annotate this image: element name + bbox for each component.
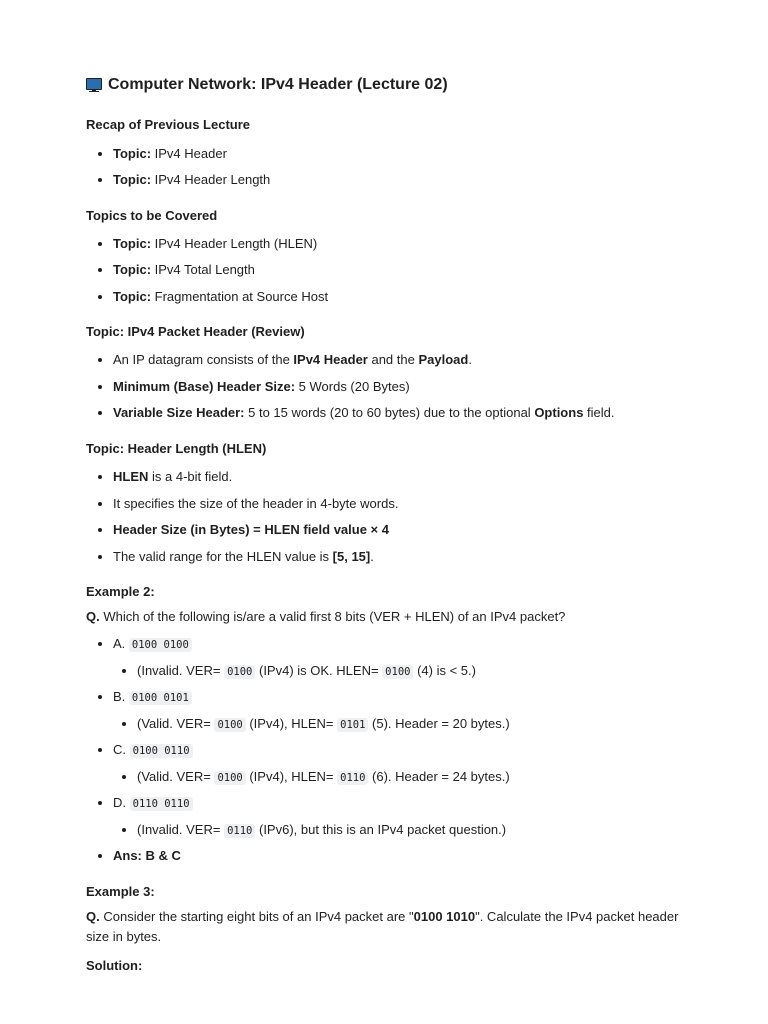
option-b-note-wrap: [113, 711, 682, 738]
recap-section: [86, 116, 682, 193]
list-item: • It specifies the size of the header in 4-byte words.: [113, 491, 682, 518]
example3-question: Q. Consider the starting eight bits of an IPv4 packet are "0100 1010". Calculate the IPv4 packet header size in bytes.: [86, 909, 679, 945]
solution-heading: Solution:: [86, 958, 143, 974]
option-c: • C. 0100 0110: [113, 737, 682, 764]
packet-header-list: [86, 347, 682, 427]
list-item: • Topic: IPv4 Header Length: [113, 167, 682, 194]
option-c-note: • (Valid. VER= 0100 (IPv4), HLEN= 0110 (6). Header = 24 bytes.): [137, 764, 682, 791]
list-item: • Topic: IPv4 Header Length (HLEN): [113, 231, 682, 258]
option-b-note: • (Valid. VER= 0100 (IPv4), HLEN= 0101 (5). Header = 20 bytes.): [137, 711, 682, 738]
option-b: • B. 0100 0101: [113, 684, 682, 711]
list-item: • Topic: IPv4 Total Length: [113, 257, 682, 284]
example2-answer: • Ans: B & C: [113, 843, 682, 870]
list-item: • The valid range for the HLEN value is [5, 15].: [113, 544, 682, 571]
example2-question: Q. Which of the following is/are a valid first 8 bits (VER + HLEN) of an IPv4 packet?: [86, 609, 566, 625]
page-title: [86, 74, 682, 96]
example2-heading: Example 2:: [86, 584, 155, 600]
list-item: • An IP datagram consists of the IPv4 Header and the Payload.: [113, 347, 682, 374]
option-a-note: • (Invalid. VER= 0100 (IPv4) is OK. HLEN= 0100 (4) is < 5.): [137, 658, 682, 685]
option-d-note-wrap: [113, 817, 682, 844]
hlen-list: [86, 464, 682, 570]
example2-section: [86, 583, 682, 870]
hlen-section: [86, 440, 682, 570]
option-d: • D. 0110 0110: [113, 790, 682, 817]
hlen-heading: Topic: Header Length (HLEN): [86, 440, 267, 456]
recap-heading: Recap of Previous Lecture: [86, 117, 250, 133]
example3-section: [86, 883, 682, 975]
packet-header-heading: Topic: IPv4 Packet Header (Review): [86, 324, 305, 340]
option-a-note-wrap: [113, 658, 682, 685]
page-title-text: Computer Network: IPv4 Header (Lecture 02): [108, 76, 448, 93]
list-item: • Topic: IPv4 Header: [113, 141, 682, 168]
option-a: • A. 0100 0100: [113, 631, 682, 658]
list-item: • Header Size (in Bytes) = HLEN field value × 4: [113, 517, 682, 544]
list-item: • Topic: Fragmentation at Source Host: [113, 284, 682, 311]
list-item: • HLEN is a 4-bit field.: [113, 464, 682, 491]
list-item: • Minimum (Base) Header Size: 5 Words (20 Bytes): [113, 374, 682, 401]
list-item: • Variable Size Header: 5 to 15 words (20 to 60 bytes) due to the optional Options field.: [113, 400, 682, 427]
example2-options: [86, 631, 682, 870]
topics-list: [86, 231, 682, 311]
computer-monitor-icon: [86, 78, 102, 92]
topics-heading: Topics to be Covered: [86, 207, 218, 223]
recap-list: [86, 141, 682, 194]
topics-section: [86, 207, 682, 311]
example3-heading: Example 3:: [86, 883, 155, 899]
option-c-note-wrap: [113, 764, 682, 791]
option-d-note: • (Invalid. VER= 0110 (IPv6), but this is an IPv4 packet question.): [137, 817, 682, 844]
packet-header-section: [86, 323, 682, 427]
